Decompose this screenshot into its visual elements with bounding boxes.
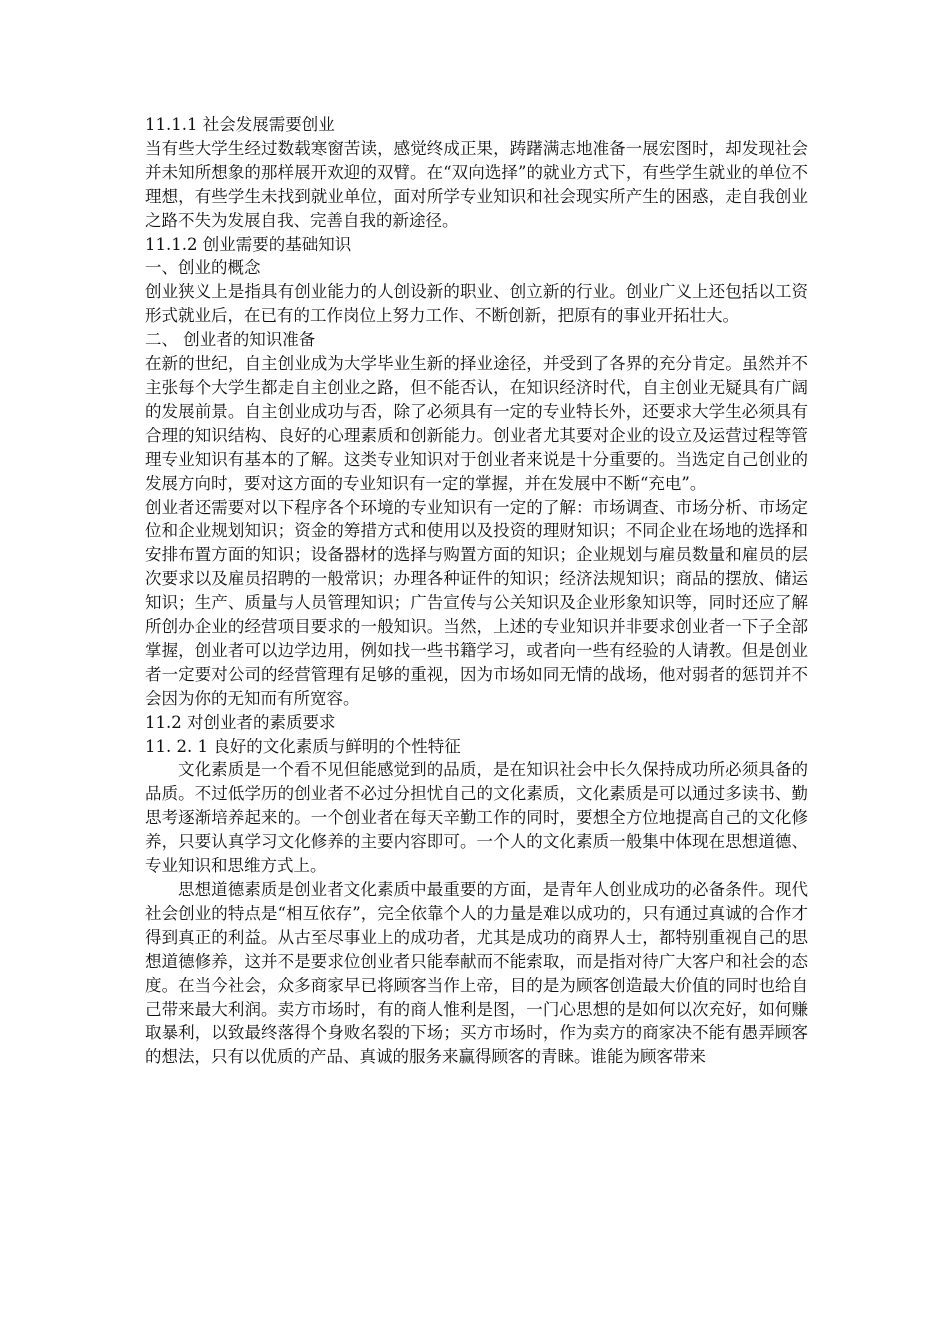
paragraph-social-development: 当有些大学生经过数载寒窗苦读，感觉终成正果，踌躇满志地准备一展宏图时，却发现社会并未知所想象的那样展开欢迎的双臂。在“双向选择”的就业方式下，有些学生就业的单位不理想，有些学生未找到就业单位，面对所学专业知识和社会现实所产生的困惑，走自我创业之路不失为发展自我、完善自我的新途径。 [145,138,808,230]
paragraph-moral-quality: 思想道德素质是创业者文化素质中最重要的方面，是青年人创业成功的必备条件。现代社会创业的特点是“相互依存”，完全依靠个人的力量是难以成功的，只有通过真诚的合作才得到真正的利益。从古至尽事业上的成功者，尤其是成功的商界人士，都特别重视自己的思想道德修养，这并不是要求位创业者只能奉献而不能索取，而是指对待广大客户和社会的态度。在当今社会，众多商家早已将顾客当作上帝，目的是为顾客创造最大价值的同时也给自己带来最大利润。卖方市场时，有的商人惟利是图，一门心思想的是如何以次充好，如何赚取暴利，以致最终落得个身败名裂的下场；买方市场时，作为卖方的商家决不能有愚弄顾客的想法，只有以优质的产品、真诚的服务来赢得顾客的青睐。谁能为顾客带来 [145,880,808,1067]
document-page [145,113,808,1069]
subheading-concept: 一、创业的概念 [145,258,261,278]
paragraph-professional-knowledge: 创业者还需要对以下程序各个环境的专业知识有一定的了解：市场调查、市场分析、市场定位和企业规划知识；资金的筹措方式和使用以及投资的理财知识；不同企业在场地的选择和安排布置方面的知识；设备器材的选择与购置方面的知识；企业规划与雇员数量和雇员的层次要求以及雇员招聘的一般常识；办理各种证件的知识；经济法规知识；商品的摆放、储运知识；生产、质量与人员管理知识；广告宣传与公关知识及企业形象知识等，同时还应了解所创办企业的经营项目要求的一般知识。当然，上述的专业知识并非要求创业者一下子全部掌握，创业者可以边学边用，例如找一些书籍学习，或者向一些有经验的人请教。但是创业者一定要对公司的经营管理有足够的重视，因为市场如同无情的战场，他对弱者的惩罚并不会因为你的无知而有所宽容。 [145,497,808,708]
paragraph-cultural-quality: 文化素质是一个看不见但能感觉到的品质，是在知识社会中长久保持成功所必须具备的品质。不过低学历的创业者不必过分担忧自己的文化素质，文化素质是可以通过多读书、勤思考逐渐培养起来的。一个创业者在每天辛勤工作的同时，要想全方位地提高自己的文化修养，只要认真学习文化修养的主要内容即可。一个人的文化素质一般集中体现在思想道德、专业知识和思维方式上。 [145,760,808,876]
section-heading-11-2-1: 11. 2. 1 良好的文化素质与鲜明的个性特征 [145,736,461,756]
section-heading-11-2: 11.2 对创业者的素质要求 [145,712,336,732]
section-heading-11-1-2: 11.1.2 创业需要的基础知识 [145,234,352,254]
paragraph-concept: 创业狭义上是指具有创业能力的人创设新的职业、创立新的行业。创业广义上还包括以工资形式就业后，在已有的工作岗位上努力工作、不断创新，把原有的事业开拓壮大。 [145,282,808,326]
section-heading-11-1-1: 11.1.1 社会发展需要创业 [145,115,335,134]
paragraph-new-century: 在新的世纪，自主创业成为大学毕业生新的择业途径，并受到了各界的充分肯定。虽然并不主张每个大学生都走自主创业之路，但不能否认，在知识经济时代，自主创业无疑具有广阔的发展前景。自主创业成功与否，除了必须具有一定的专业特长外，还要求大学生必须具有合理的知识结构、良好的心理素质和创新能力。创业者尤其要对企业的设立及运营过程等管理专业知识有基本的了解。这类专业知识对于创业者来说是十分重要的。当选定自己创业的发展方向时，要对这方面的专业知识有一定的掌握，并在发展中不断“充电”。 [145,354,808,493]
subheading-knowledge-prep: 二、 创业者的知识准备 [145,330,316,350]
